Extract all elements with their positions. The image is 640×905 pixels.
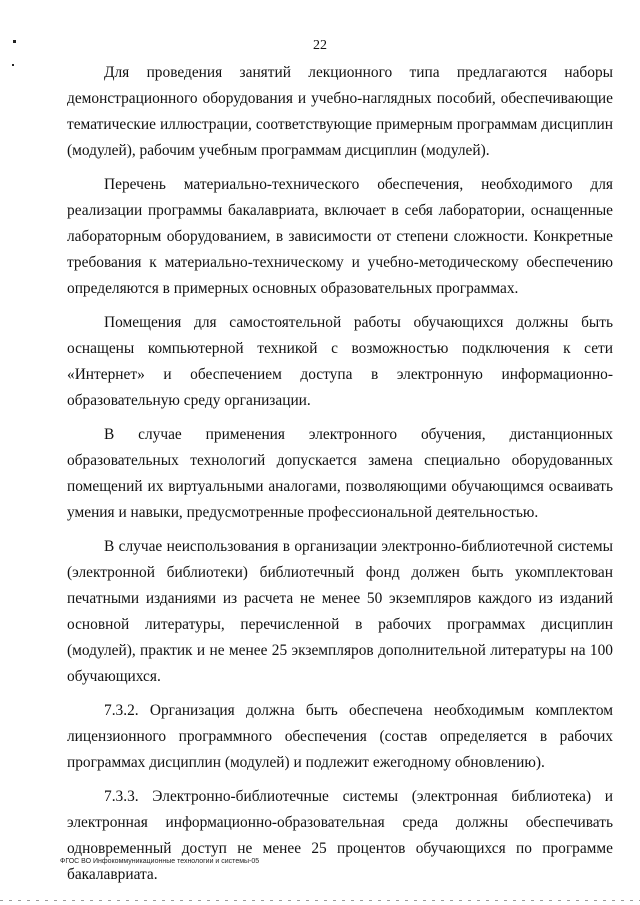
scan-edge-noise [0, 900, 640, 901]
document-footer: ФГОС ВО Инфокоммуникационные технологии и системы-05 [60, 858, 260, 865]
paragraph-7-3-3: 7.3.3. Электронно-библиотечные системы (электронная библиотека) и электронная информационно-образовательная среда должны обеспечивать одновременный доступ не менее 25 процентов обучающихся по программе бакалавриата. [67, 788, 613, 883]
scan-mark-bottom [12, 64, 14, 66]
document-body [67, 60, 613, 896]
paragraph-library-fund: В случае неиспользования в организации электронно-библиотечной системы (электронной библиотеки) библиотечный фонд должен быть укомплектован печатными изданиями из расчета не менее 50 экземпляров каждого из изданий основной литературы, перечисленной в рабочих программах дисциплин (модулей), практик и не менее 25 экземпляров дополнительной литературы на 100 обучающихся. [67, 538, 613, 685]
paragraph-lecture-equipment: Для проведения занятий лекционного типа предлагаются наборы демонстрационного оборудования и учебно-наглядных пособий, обеспечивающие тематические иллюстрации, соответствующие примерным программам дисциплин (модулей), рабочим учебным программам дисциплин (модулей). [67, 64, 613, 159]
paragraph-technical-support: Перечень материально-технического обеспечения, необходимого для реализации программы бакалавриата, включает в себя лаборатории, оснащенные лабораторным оборудованием, в зависимости от степени сложности. Конкретные требования к материально-техническому и учебно-методическому обеспечению определяются в примерных основных образовательных программах. [67, 176, 613, 297]
paragraph-7-3-2: 7.3.2. Организация должна быть обеспечена необходимым комплектом лицензионного программного обеспечения (состав определяется в рабочих программах дисциплин (модулей) и подлежит ежегодному обновлению). [67, 702, 613, 771]
page-number: 22 [313, 38, 327, 53]
paragraph-e-learning: В случае применения электронного обучения, дистанционных образовательных технологий допускается замена специально оборудованных помещений их виртуальными аналогами, позволяющими обучающимся осваивать умения и навыки, предусмотренные профессиональной деятельностью. [67, 426, 613, 521]
paragraph-self-study-rooms: Помещения для самостоятельной работы обучающихся должны быть оснащены компьютерной техникой с возможностью подключения к сети «Интернет» и обеспечением доступа в электронную информационно-образовательную среду организации. [67, 314, 613, 409]
